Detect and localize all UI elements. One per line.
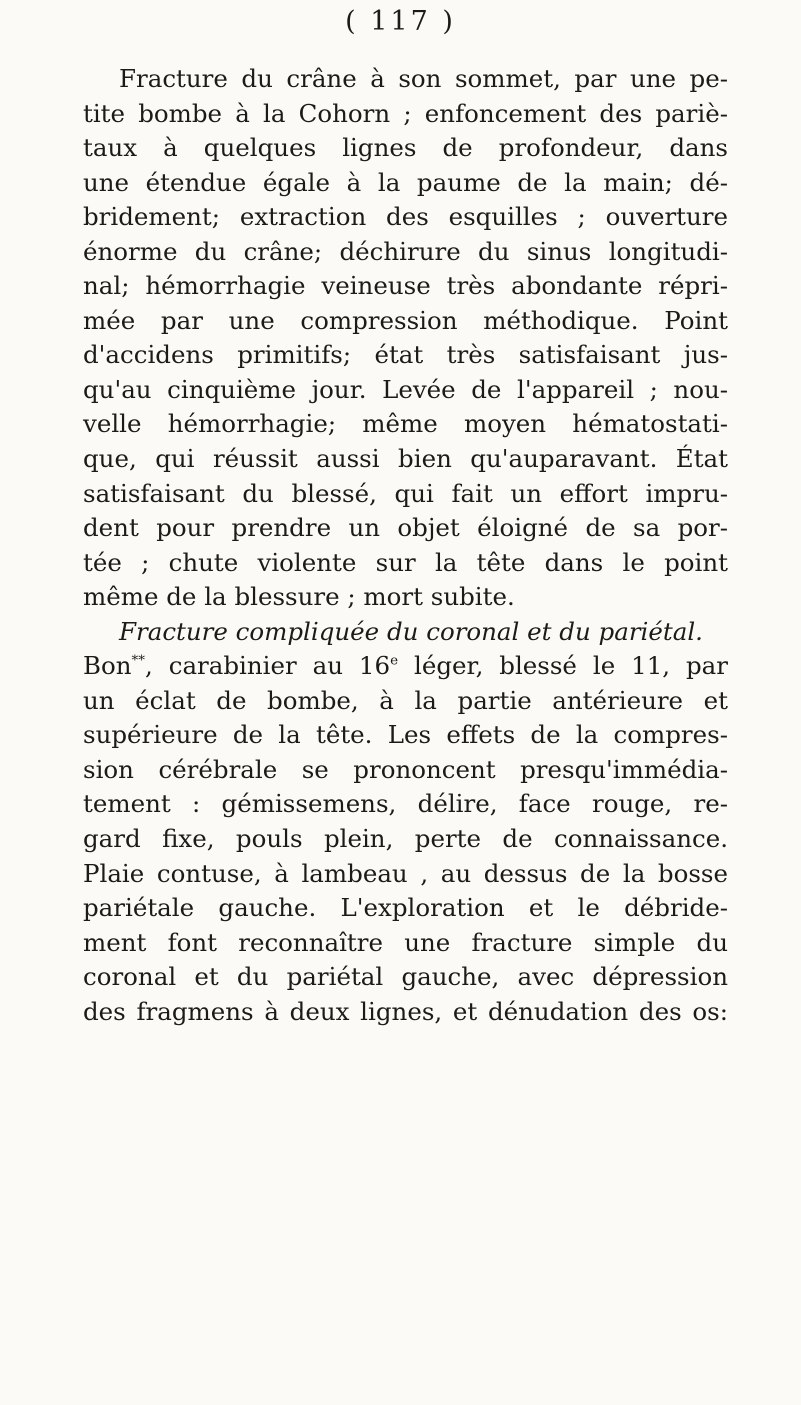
- page-number: ( 117 ): [345, 6, 456, 37]
- text-line: d'accidens primitifs; état très satisfaisant jus-: [83, 340, 728, 370]
- text-line: que, qui réussit aussi bien qu'auparavant. État: [83, 444, 728, 474]
- ordinal-suffix: e: [390, 652, 399, 669]
- text-line: un éclat de bombe, à la partie antérieure et: [83, 685, 728, 715]
- text-line: taux à quelques lignes de profondeur, dans: [83, 133, 728, 163]
- text-line: gard fixe, pouls plein, perte de connaissance.: [83, 824, 728, 854]
- text-line: Plaie contuse, à lambeau , au dessus de la bosse: [83, 858, 728, 888]
- text-line: même de la blessure ; mort subite.: [83, 582, 515, 612]
- section-heading: Fracture compliquée du coronal et du pariétal.: [119, 616, 703, 646]
- text-line: ment font reconnaître une fracture simple du: [83, 927, 728, 957]
- text-line: pariétale gauche. L'exploration et le débride-: [83, 893, 728, 923]
- text-fragment: , carabinier au 16: [145, 651, 391, 681]
- text-line: bridement; extraction des esquilles ; ouverture: [83, 202, 728, 232]
- text-line: énorme du crâne; déchirure du sinus longitudi-: [83, 236, 728, 266]
- text-line: tement : gémissemens, délire, face rouge, re-: [83, 789, 728, 819]
- text-line: dent pour prendre un objet éloigné de sa por-: [83, 513, 728, 543]
- anonymized-mark: **: [131, 652, 146, 669]
- text-line: nal; hémorrhagie veineuse très abondante répri-: [83, 271, 728, 301]
- text-line: coronal et du pariétal gauche, avec dépression: [83, 962, 728, 992]
- text-fragment: léger, blessé le 11, par: [398, 651, 728, 681]
- text-line: qu'au cinquième jour. Levée de l'appareil ; nou-: [83, 374, 728, 404]
- text-line: mée par une compression méthodique. Point: [83, 305, 728, 335]
- text-line: une étendue égale à la paume de la main; dé-: [83, 167, 728, 197]
- text-line: Fracture du crâne à son sommet, par une pe-: [119, 64, 728, 93]
- text-line: satisfaisant du blessé, qui fait un effort impru-: [83, 478, 728, 508]
- text-line: des fragmens à deux lignes, et dénudation des os:: [83, 996, 728, 1026]
- text-line: tite bombe à la Cohorn ; enfoncement des pariè-: [83, 98, 728, 128]
- text-line: [83, 649, 728, 684]
- text-line: supérieure de la tête. Les effets de la compres-: [83, 720, 728, 750]
- text-line: velle hémorrhagie; même moyen hématostati-: [83, 409, 728, 439]
- patient-name: Bon: [83, 651, 132, 681]
- text-line: sion cérébrale se prononcent presqu'immédia-: [83, 754, 728, 784]
- body-text: [83, 62, 728, 1029]
- text-line: tée ; chute violente sur la tête dans le point: [83, 547, 728, 577]
